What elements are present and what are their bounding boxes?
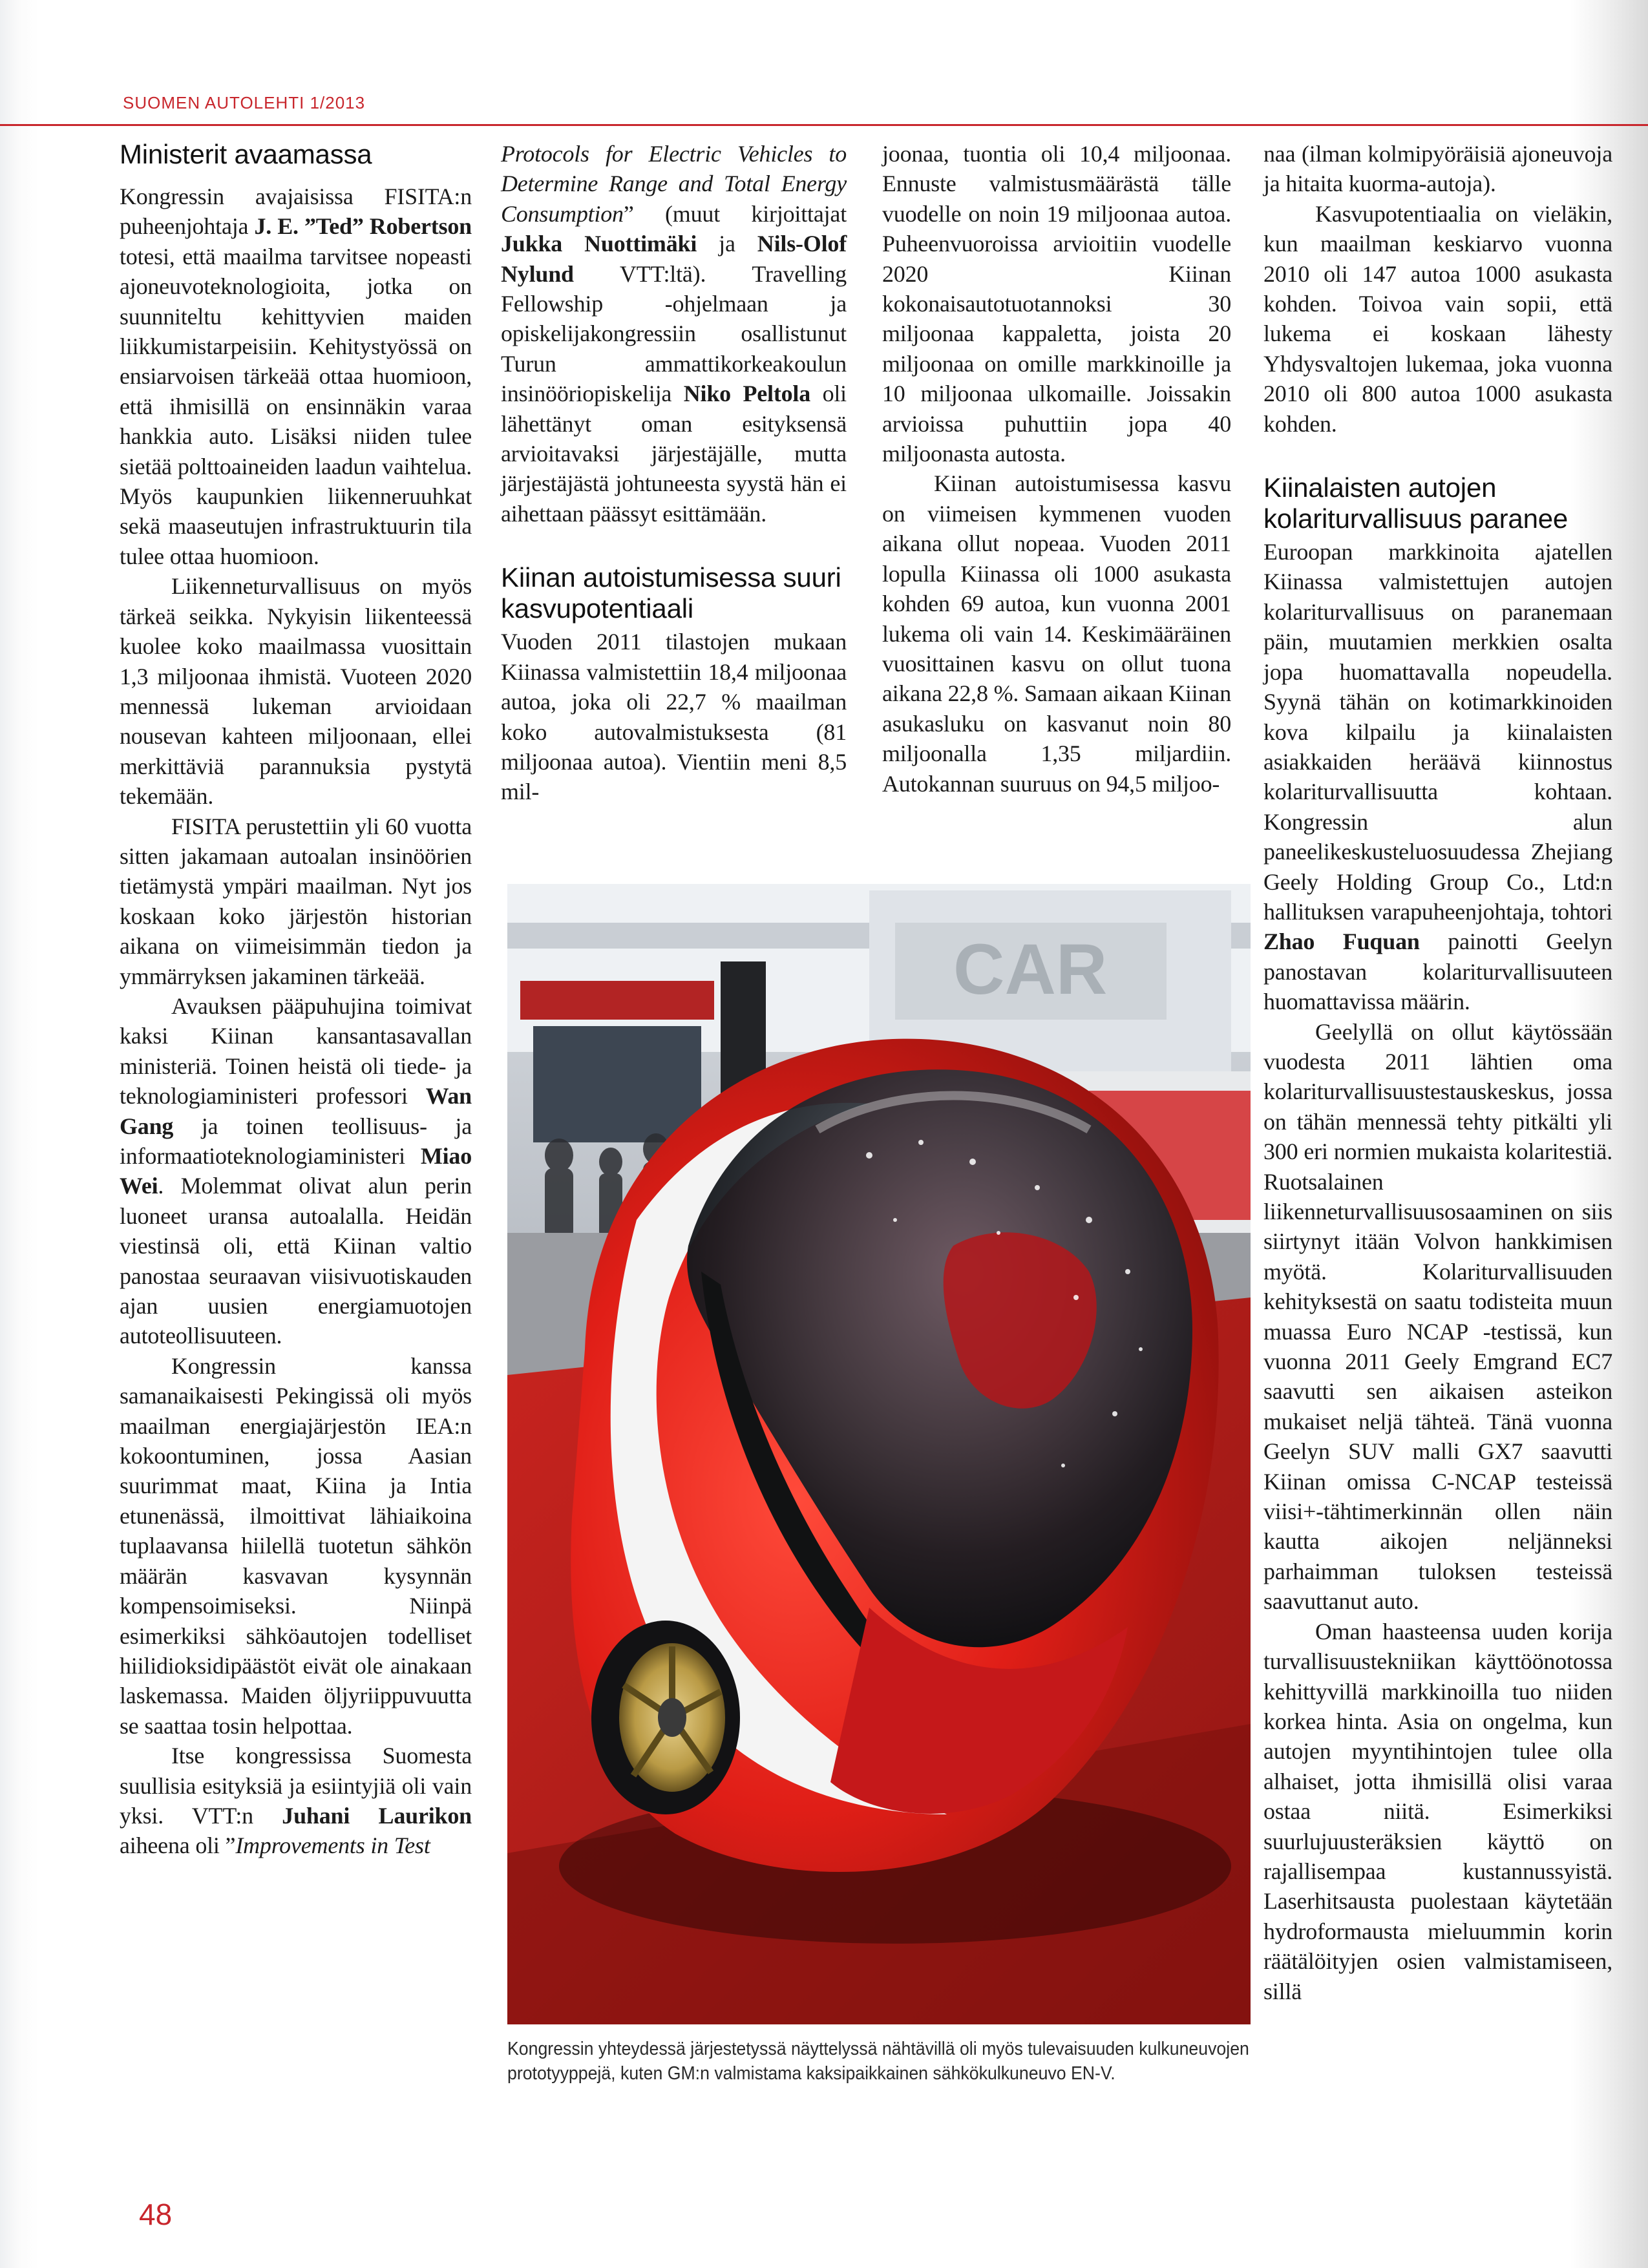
name-wan-gang: Wan Gang <box>120 1083 472 1139</box>
name-laurikko: Juhani Laurikon <box>282 1802 472 1829</box>
heading-kasvupotentiaali: Kiinan autoistumisessa suuri kasvupotentiaali <box>501 562 841 624</box>
header-rule <box>0 124 1648 126</box>
name-miao-wei: Miao Wei <box>120 1143 472 1199</box>
col2-paragraph-1: Protocols for Electric Vehicles to Determine Range and Total Energy Consumption” (muut kirjoittajat Jukka Nuottimäki ja Nils-Olof Nylund VTT:ltä). Travelling Fellowship -ohjelmaan ja opiskelijakongressiin osallistunut Turun ammattikorkeakoulun insinööriopiskelija Niko Peltola oli lähettänyt oman esityksensä arvioitavaksi järjestäjälle, mutta järjestäjästä johtuneesta syystä hän ei aihettaan päässyt esittämään. <box>501 141 847 527</box>
column-2 <box>501 139 847 807</box>
col4-paragraph-3: Euroopan markkinoita ajatellen Kiinassa valmistettujen autojen kolariturvallisuus on paranemaan päin, muutamien merkkien osalta jopa huomattavalla nopeudella. Syynä tähän on kotimarkkinoiden kova kilpailu ja kiinalaisten asiakkaiden heräävä kiinnostus kolariturvallisuutta kohtaan. Kongressin alun paneelikeskusteluosuudessa Zhejiang Geely Holding Group Co., Ltd:n hallituksen varapuheenjohtaja, tohtori Zhao Fuquan painotti Geelyn panostavan kolariturvallisuuteen huomattavissa määrin. <box>1263 539 1612 1015</box>
column-1 <box>120 139 472 1861</box>
running-head: SUOMEN AUTOLEHTI 1/2013 <box>123 93 366 112</box>
column-3 <box>882 139 1231 799</box>
heading-ministerit: Ministerit avaamassa <box>120 139 372 169</box>
name-peltola: Niko Peltola <box>683 381 811 407</box>
name-robertson: J. E. ”Ted” Robertson <box>254 213 472 240</box>
col4-paragraph-1: naa (ilman kolmipyöräisiä ajoneuvoja ja hitaita kuorma-autoja). <box>1263 141 1612 197</box>
col4-paragraph-5: Oman haasteensa uuden korija turvallisuustekniikan käyttöönotossa kehittyvillä markkinoilla tuo niiden korkea hinta. Asia on ongelma, kun autojen myyntihintojen tulee olla alhaiset, jotta ihmisillä olisi varaa ostaa niitä. Esimerkiksi suurlujuusteräksien käyttö on rajallisempaa kustannussyistä. Laserhitsausta puolestaan käytetään hydroformausta mieluummin korin räätälöityjen osien valmistamiseen, sillä <box>1263 1618 1612 2004</box>
en-v-photo <box>507 884 1251 2024</box>
col3-paragraph-2: Kiinan autoistumisessa kasvu on viimeisen kymmenen vuoden aikana ollut nopeaa. Vuoden 2011 lopulla Kiinassa oli 1000 asukasta kohden 69 autoa, kun vuonna 2001 lukema oli vain 14. Keskimääräinen vuosittainen kasvu on ollut tuona aikana 22,8 %. Samaan aikaan Kiinan asukasluku on kasvanut noin 80 miljoonalla 1,35 miljardiin. Autokannan suuruus on 94,5 miljoo- <box>882 470 1231 797</box>
name-zhao-fuquan: Zhao Fuquan <box>1263 929 1420 955</box>
col1-paragraph-2: Liikenneturvallisuus on myös tärkeä seikka. Nykyisin liikenteessä kuolee koko maailmassa vuosittain 1,3 miljoonaa ihmistä. Vuoteen 2020 mennessä lukeman arvioidaan nousevan kahteen miljoonaan, ellei merkittäviä parannuksia pystytä tekemään. <box>120 573 472 810</box>
col4-paragraph-4: Geelyllä on ollut käytössään vuodesta 2011 lähtien oma kolariturvallisuustestauskeskus, jossa on tähän mennessä tehty pitkälti yli 300 eri normien mukaista kolaritestiä. Ruotsalainen liikenneturvallisuusosaaminen on siis siirtynyt itään Volvon hankkimisen myötä. Kolariturvallisuuden kehityksestä on saatu todisteita muun muassa Euro NCAP -testissä, kun vuonna 2011 Geely Emgrand EC7 saavutti sen aikaisen asteikon mukaiset neljä tähteä. Tänä vuonna Geelyn SUV malli GX7 saavutti Kiinan omissa C-NCAP testeissä viisi+-tähtimerkinnän ollen näin kautta aikojen neljänneksi parhaimman tuloksen testeissä saavuttanut auto. <box>1263 1018 1612 1615</box>
heading-kolariturvallisuus: Kiinalaisten autojen kolariturvallisuus paranee <box>1263 472 1569 534</box>
col1-paragraph-4: Avauksen pääpuhujina toimivat kaksi Kiinan kansantasavallan ministeriä. Toinen heistä oli tiede- ja teknologiaministeri professori Wan Gang ja toinen teollisuus- ja informaatioteknologiaministeri Miao Wei. Molemmat olivat alun perin luoneet uransa autoalalla. Heidän viestinsä oli, että Kiinan valtio panostaa seuraavan viisivuotiskauden ajan uusien energiamuotojen autoteollisuuteen. <box>120 992 472 1349</box>
column-4 <box>1263 139 1612 2006</box>
col1-paragraph-3: FISITA perustettiin yli 60 vuotta sitten jakamaan autoalan insinöörien tietämystä ympäri maailman. Nyt jos koskaan koko järjestön historian aikana on viimeisimmän tiedon ja ymmärryksen jakaminen tärkeää. <box>120 813 472 989</box>
booth-sign: CAR <box>953 930 1108 1009</box>
col4-paragraph-2: Kasvupotentiaalia on vieläkin, kun maailman keskiarvo vuonna 2010 oli 147 autoa 1000 asukasta kohden. Toivoa vain sopii, että lukema ei koskaan lähesty Yhdysvaltojen lukemaa, joka vuonna 2010 oli 800 autoa 1000 asukasta kohden. <box>1263 200 1612 437</box>
presentation-title: Protocols for Electric Vehicles to Determine Range and Total Energy Consumption <box>501 141 847 227</box>
name-nuottimaki: Jukka Nuottimäki <box>501 231 697 257</box>
col3-paragraph-1: joonaa, tuontia oli 10,4 miljoonaa. Ennuste valmistusmäärästä tälle vuodelle on noin 19 miljoonaa autoa. Puheenvuoroissa arvioitiin vuodelle 2020 Kiinan kokonaisautotuotannoksi 30 miljoonaa kappaletta, joista 20 miljoonaa on omille markkinoille ja 10 miljoonaa ulkomaille. Joissakin arvioissa puhuttiin jopa 40 miljoonasta autosta. <box>882 141 1231 467</box>
name-nylund: Nils-Olof Nylund <box>501 231 847 287</box>
col1-paragraph-1: Kongressin avajaisissa FISITA:n puheenjohtaja J. E. ”Ted” Robertson totesi, että maailma tarvitsee nopeasti ajoneuvoteknologioita, jotka on suunniteltu kehittyvien maiden liikkumistarpeisiin. Kehitystyössä on ensiarvoisen tärkeää ottaa huomioon, että ihmisillä on ensinnäkin varaa hankkia auto. Lisäksi niiden tulee sietää polttoaineiden laadun vaihtelua. Myös kaupunkien liikenneruuhkat sekä maaseutujen infrastruktuurin tila tulee ottaa huomioon. <box>120 184 472 569</box>
col1-paragraph-5: Kongressin kanssa samanaikaisesti Pekingissä oli myös maailman energiajärjestön IEA:n kokoontuminen, jossa Aasian suurimmat maat, Kiina ja Intia etunenässä, ilmoittivat lähiaikoina tuplaavansa hiilellä tuotetun sähkön määrän kasvavan kysynnän kompensoimiseksi. Niinpä esimerkiksi sähköautojen todelliset hiilidioksidipäästöt eivät ole ainakaan laskemassa. Maiden öljyriippuvuutta se saattaa tosin helpottaa. <box>120 1352 472 1739</box>
col1-paragraph-6: Itse kongressissa Suomesta suullisia esityksiä ja esiintyjiä oli vain yksi. VTT:n Juhani Laurikon aiheena oli ”Improvements in Test <box>120 1743 472 1859</box>
photo-caption: Kongressin yhteydessä järjestetyssä näyttelyssä nähtävillä oli myös tulevaisuuden kulkuneuvojen prototyyppejä, kuten GM:n valmistama kaksipaikkainen sähkökulkuneuvo EN-V. <box>507 2039 1249 2084</box>
page-number: 48 <box>139 2198 173 2231</box>
en-v-illustration <box>507 884 1251 2024</box>
col2-paragraph-2: Vuoden 2011 tilastojen mukaan Kiinassa valmistettiin 18,4 miljoonaa autoa, joka oli 22,7 % maailman koko autovalmistuksesta (81 miljoonaa autoa). Vientiin meni 8,5 mil- <box>501 629 847 805</box>
